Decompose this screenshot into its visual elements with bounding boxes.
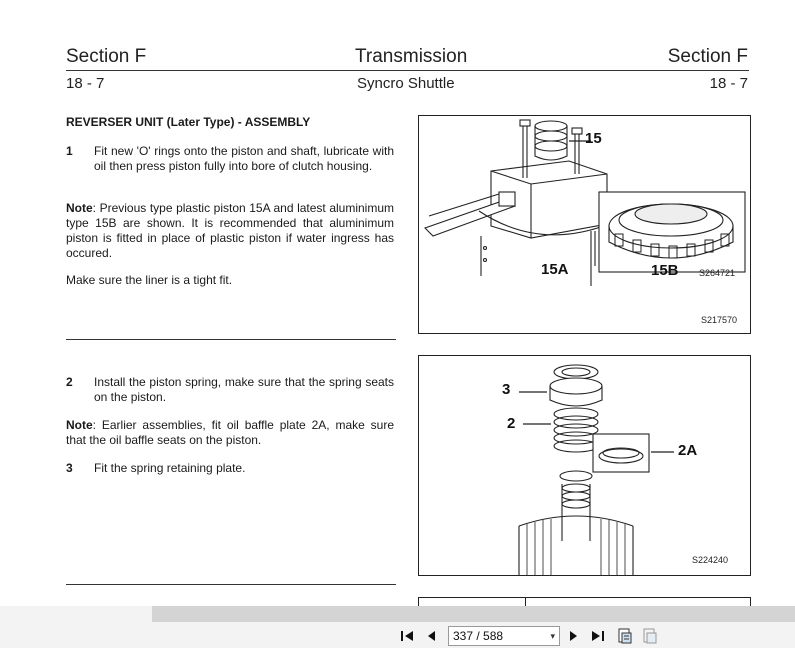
fit-page-icon[interactable] xyxy=(615,626,635,646)
callout-15b: 15B xyxy=(651,262,679,279)
piston-illustration xyxy=(419,116,750,333)
figure-2-code: S224240 xyxy=(692,555,729,565)
page-number-left: 18 - 7 xyxy=(66,75,105,92)
note-label-2: Note xyxy=(66,418,93,432)
note-label: Note xyxy=(66,201,93,215)
spring-illustration xyxy=(419,356,750,575)
page-number-input[interactable] xyxy=(448,626,560,646)
note-text-2: : Earlier assemblies, fit oil baffle plate 2A, make sure that the oil baffle seats on the piston. xyxy=(66,418,394,447)
callout-15a: 15A xyxy=(541,261,569,278)
page-number-right: 18 - 7 xyxy=(709,75,748,92)
callout-2a: 2A xyxy=(678,442,698,459)
prev-page-icon[interactable] xyxy=(421,626,441,646)
callout-15: 15 xyxy=(585,130,602,147)
step-2-text: Install the piston spring, make sure that the spring seats on the piston. xyxy=(94,375,394,404)
section-label-right: Section F xyxy=(667,46,748,67)
step-1-text: Fit new 'O' rings onto the piston and shaft, lubricate with oil then press piston fully into bore of clutch housing. xyxy=(94,144,394,173)
document-subtitle: Syncro Shuttle xyxy=(357,75,455,92)
first-page-icon[interactable] xyxy=(397,626,417,646)
divider-2 xyxy=(66,584,396,585)
divider-1 xyxy=(66,339,396,340)
horizontal-scrollbar[interactable] xyxy=(152,606,795,622)
page-display: 337 / 588 xyxy=(453,629,504,643)
step-3-text: Fit the spring retaining plate. xyxy=(94,461,246,475)
page-dropdown-icon[interactable]: ▾ xyxy=(550,631,555,641)
note-oil-baffle xyxy=(66,418,394,448)
liner-instruction: Make sure the liner is a tight fit. xyxy=(66,273,233,287)
last-page-icon[interactable] xyxy=(588,626,608,646)
document-title: Transmission xyxy=(355,46,468,67)
callout-2: 2 xyxy=(507,415,516,432)
step-number-2: 2 xyxy=(66,375,73,389)
figure-1-code: S217570 xyxy=(701,315,738,325)
note-text: : Previous type plastic piston 15A and latest aluminimum type 15B are shown. It is recommended that aluminimum piston is fitted in place of plastic piston if water ingress has occured. xyxy=(66,201,394,260)
figure-piston-assembly xyxy=(418,115,751,334)
figure-spring-assembly xyxy=(418,355,751,576)
fit-width-icon[interactable] xyxy=(640,626,660,646)
section-heading: REVERSER UNIT (Later Type) - ASSEMBLY xyxy=(66,115,311,129)
section-label-left: Section F xyxy=(66,46,147,67)
next-page-icon[interactable] xyxy=(564,626,584,646)
inset-figure-code: S264721 xyxy=(699,268,736,278)
note-15a-15b xyxy=(66,201,394,261)
header-rule xyxy=(66,70,749,71)
step-number-1: 1 xyxy=(66,144,73,158)
callout-3: 3 xyxy=(502,381,511,398)
step-number-3: 3 xyxy=(66,461,73,475)
